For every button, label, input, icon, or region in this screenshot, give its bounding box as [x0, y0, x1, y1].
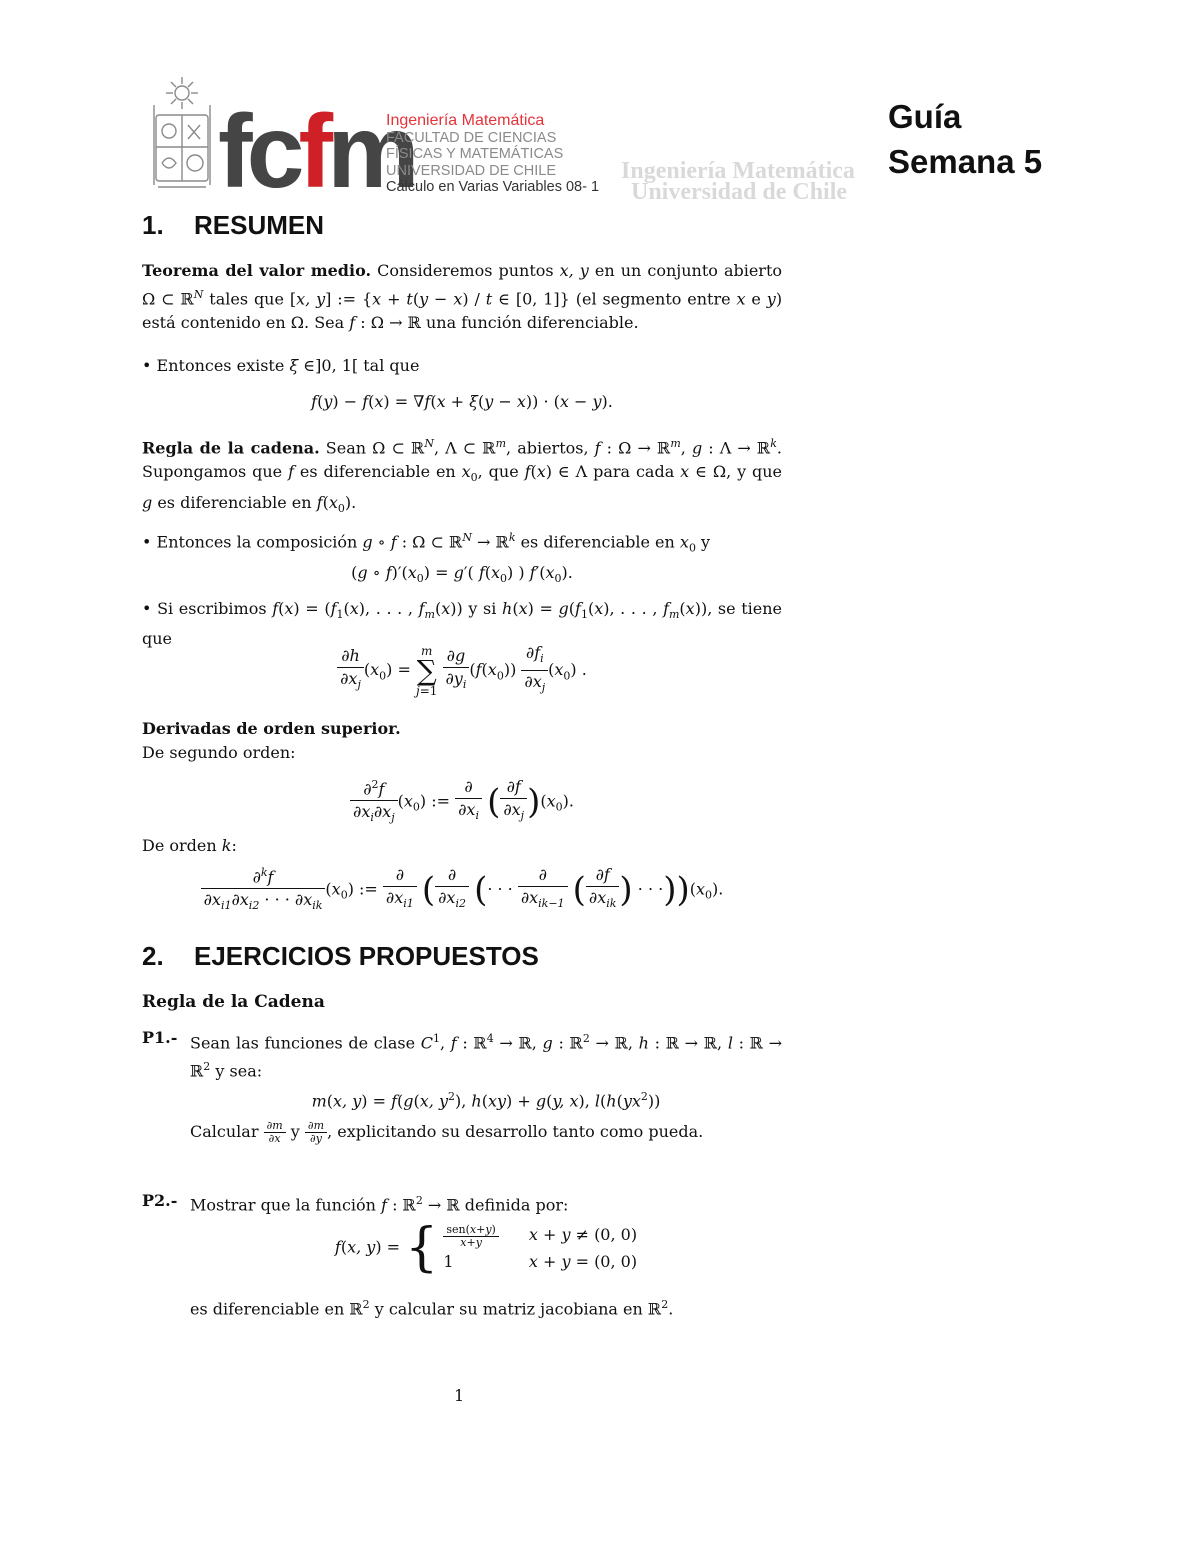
watermark-line-2: Universidad de Chile: [631, 179, 848, 205]
chain-rule-paragraph: Regla de la cadena. Sean Ω ⊂ ℝ$^N$, Λ ⊂ ℝ$^m$, abiertos, f : Ω → ℝ$^m$, g : Λ → ℝ$^k$. Supongamos que f es diferenciable en $x_0$, que f(x) ∈ Λ para cada x ∈ Ω, y que g es diferenciable en $f(x_0)$.: [142, 437, 783, 515]
p1-equation: m(x, y) = f(g(x, $y^2$), h(xy) + g(y, x), $l(h(yx^2))$: [311, 1090, 661, 1111]
p1-instruction: Calcular $\frac{\partial m}{\partial x}$ y $\frac{\partial m}{\partial y}$ , explicitando su desarrollo tanto como pueda.: [190, 1119, 704, 1145]
partial-chain-equation: $\frac{\partial h}{\partial x_j}$ $(x_0) = m$ ∑ j=1 $\frac{\partial g}{\partial y_i}$ $(f(x_0))$ $\frac{\partial f_i}{\partial x_j}$ $(x_0)$ .: [142, 642, 782, 699]
p2-statement: Mostrar que la función f : ℝ$^2$ → ℝ definida por:: [190, 1194, 569, 1215]
chain-rule-heading: Regla de la cadena.: [142, 438, 320, 458]
watermark-line-1: Ingeniería Matemática: [621, 158, 855, 184]
k-order-equation: $\frac{\partial^kf}{\partial x_{i1}\partial x_{i2} \cdot \cdot \cdot \partial x_{ik}}$ $(x_0)$ := $\frac{\partial}{\partial x_{i1}}$ ( $\frac{\partial}{\partial x_{i2}}$ (· · · $\frac{\partial}{\partial x_{ik-1}}$ ( $\frac{\partial f}{\partial x_{ik}}$ ) · · $\cdot))(x_0)$.: [142, 862, 782, 918]
course-line: Cálculo en Varias Variables 08- 1: [386, 179, 600, 195]
university-line: UNIVERSIDAD DE CHILE: [386, 162, 557, 179]
composition-equation: (g ∘ $f)'(x_0) = g'$( $f(x_0)$ ) $f'(x_0)$.: [351, 563, 573, 586]
second-order-equation: $\frac{\partial^2f}{\partial x_i\partial x_j}$ $(x_0)$ := $\frac{\partial}{\partial x_i}$ ( $\frac{\partial f}{\partial x_j}$ )$(x_0)$.: [142, 774, 782, 830]
faculty-line-1: FACULTAD DE CIENCIAS: [386, 129, 557, 146]
title-semana: Semana 5: [888, 143, 1043, 180]
header-institution-block: [386, 113, 599, 196]
section-1-number: 1.: [142, 210, 164, 240]
section-2-title: EJERCICIOS PROPUESTOS: [194, 941, 539, 971]
tvm-paragraph: Teorema del valor medio. Consideremos puntos x, y en un conjunto abierto Ω ⊂ ℝ$^N$ tales que [x, y] := {x + t(y − x) / t ∈ [0, 1]} (el segmento entre x e y) está contenido en Ω. Sea f : Ω → ℝ una función diferenciable.: [142, 261, 783, 333]
composition-bullet: • Entonces la composición g ∘ f : Ω ⊂ ℝ$^N$ → ℝ$^k$ es diferenciable en $x_0$ y: [142, 531, 711, 555]
p2-instruction: es diferenciable en ℝ$^2$ y calcular su matriz jacobiana en ℝ$^2$.: [190, 1298, 674, 1319]
p2-label: P2.-: [142, 1191, 178, 1210]
p2-piecewise-equation: f(x, y) = { $\frac{\text{sen(x+y)}}{x+y}$ x + y ≠ (0, 0) 1 x + y = (0, 0): [334, 1218, 638, 1278]
dept-line: Ingeniería Matemática: [386, 112, 545, 129]
section-1-heading: [142, 212, 324, 238]
title-guia: Guía: [888, 98, 962, 135]
orden-k-label: De orden k:: [142, 836, 237, 855]
tvm-bullet: • Entonces existe ξ ∈]0, 1[ tal que: [142, 356, 420, 375]
section-1-title: RESUMEN: [194, 210, 325, 240]
section-2-number: 2.: [142, 941, 164, 971]
page-number: 1: [454, 1386, 465, 1405]
faculty-line-2: FÍSICAS Y MATEMÁTICAS: [386, 146, 564, 162]
derivadas-heading: Derivadas de orden superior.: [142, 719, 401, 738]
tvm-heading: Teorema del valor medio.: [142, 261, 372, 280]
fcfm-logo-text: fcfm: [218, 94, 414, 210]
p1-label: P1.-: [142, 1028, 178, 1047]
p1-statement: Sean las funciones de clase $C^1$, f : ℝ$^4$ → ℝ, g : ℝ$^2$ → ℝ, h : ℝ → ℝ, l : ℝ → ℝ$^2$ y sea:: [190, 1032, 783, 1081]
segundo-orden-label: De segundo orden:: [142, 743, 296, 762]
section-2-heading: [142, 943, 539, 969]
university-crest-logo: [150, 75, 214, 193]
tvm-equation: f(y) − f(x) = ∇f(x + ξ(y − x)) · (x − y).: [311, 392, 613, 411]
partial-bullet: • Si escribimos $f(x) = (f_1(x)$, . . . , $f_m(x)$) y si $h(x) = g(f_1(x)$, . . . , $f_m(x)$), se tiene que: [142, 599, 783, 649]
regla-cadena-subheading: Regla de la Cadena: [142, 992, 325, 1012]
